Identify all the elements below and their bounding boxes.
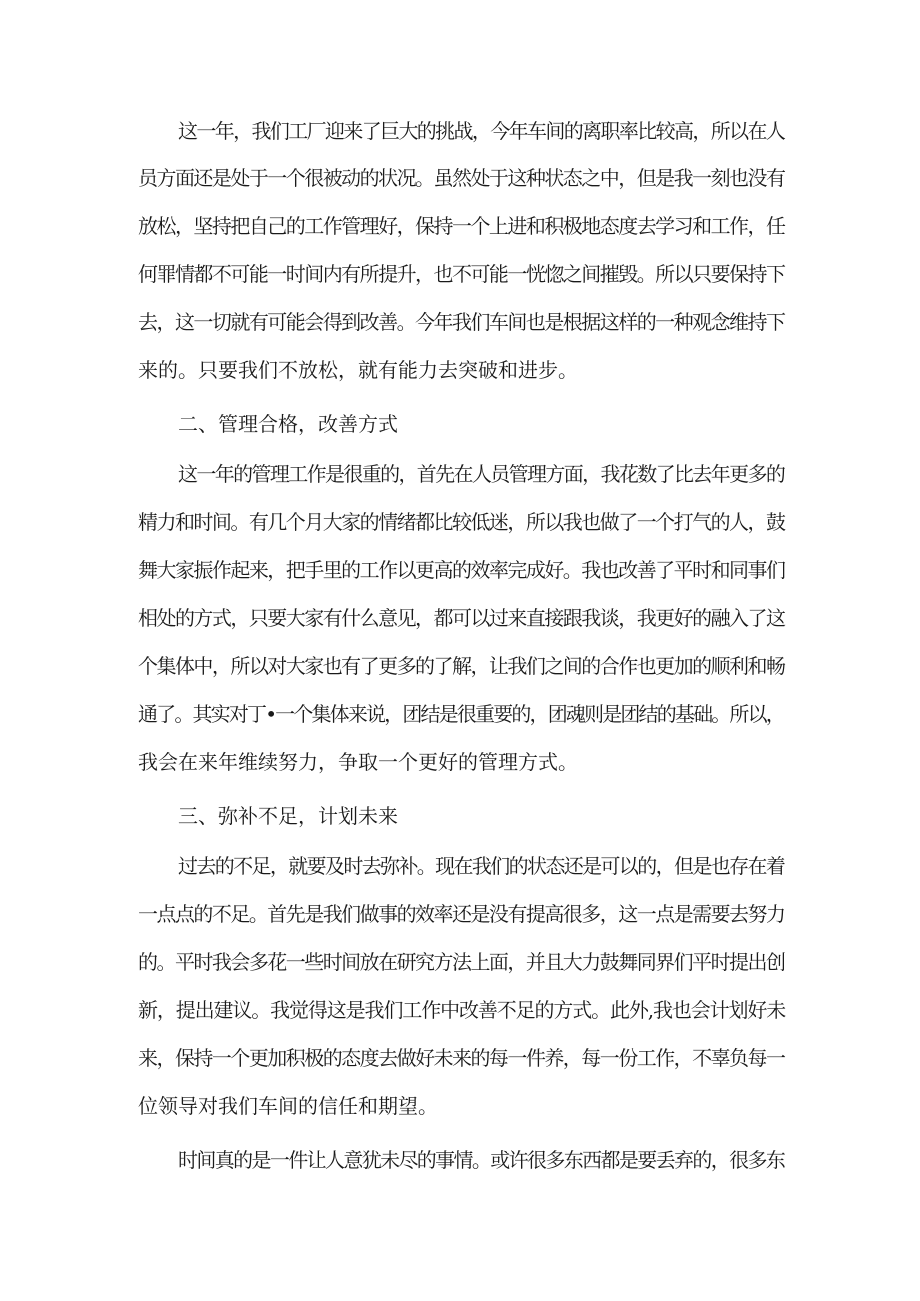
text-line: 去，这一切就有可能会得到改善。今年我们车间也是根据这样的一种观念维持下 — [138, 310, 785, 334]
text-line: 这一年的管理工作是很重的，首先在人员管理方面，我花数了比去年更多的 — [178, 462, 785, 486]
text-line: 来的。只要我们不放松，就有能力去突破和进步。 — [138, 358, 578, 382]
text-line: 舞大家振作起来，把手里的工作以更高的效率完成好。我也改善了平时和同事们 — [138, 558, 785, 582]
text-line: 相处的方式，只要大家有什么意见，都可以过来直接跟我谈，我更好的融入了这 — [138, 606, 785, 630]
text-line: 的。平时我会多花一些时间放在研究方法上面，并且大力鼓舞同界们平时提出创 — [138, 950, 785, 974]
text-line: 何罪情都不可能一时间内有所提升，也不可能一恍惚之间摧毁。所以只要保持下 — [138, 262, 785, 286]
text-line: 个集体中，所以对大家也有了更多的了解，让我们之间的合作也更加的顺利和畅 — [138, 654, 785, 678]
text-line: 通了。其实对丁•一个集体来说，团结是很重要的，团魂则是团结的基础。所以， — [138, 702, 784, 726]
text-line: 精力和时间。有几个月大家的情绪都比较低迷，所以我也做了一个打气的人，鼓 — [138, 510, 785, 534]
section-heading: 二、管理合格，改善方式 — [178, 412, 398, 436]
text-line: 过去的不足，就要及时去弥补。现在我们的状态还是可以的，但是也存在着 — [178, 854, 785, 878]
text-line: 员方面还是处于一个很被动的状况。虽然处于这种状态之中，但是我一刻也没有 — [138, 166, 785, 190]
text-line: 新，提出建议。我觉得这是我们工作中改善不足的方式。此外,我也会计划好未 — [138, 998, 786, 1022]
section-heading: 三、弥补不足，计划未来 — [178, 804, 398, 828]
text-line: 来，保持一个更加积极的态度去做好未来的每一件养，每一份工作，不辜负每一 — [138, 1046, 785, 1070]
text-line: 位领导对我们车间的信任和期望。 — [138, 1094, 438, 1118]
text-line: 我会在来年维续努力，争取一个更好的管理方式。 — [138, 750, 578, 774]
text-line: 一点点的不足。首先是我们做事的效率还是没有提高很多，这一点是需要去努力 — [138, 902, 785, 926]
text-line: 放松，坚持把自己的工作管理好，保持一个上进和积极地态度去学习和工作，任 — [138, 214, 785, 238]
text-line: 这一年，我们工厂迎来了巨大的挑战，今年车间的离职率比较高，所以在人 — [178, 119, 785, 143]
text-line: 时间真的是一件让人意犹未尽的事情。或许很多东西都是要丢弃的，很多东 — [178, 1148, 785, 1172]
